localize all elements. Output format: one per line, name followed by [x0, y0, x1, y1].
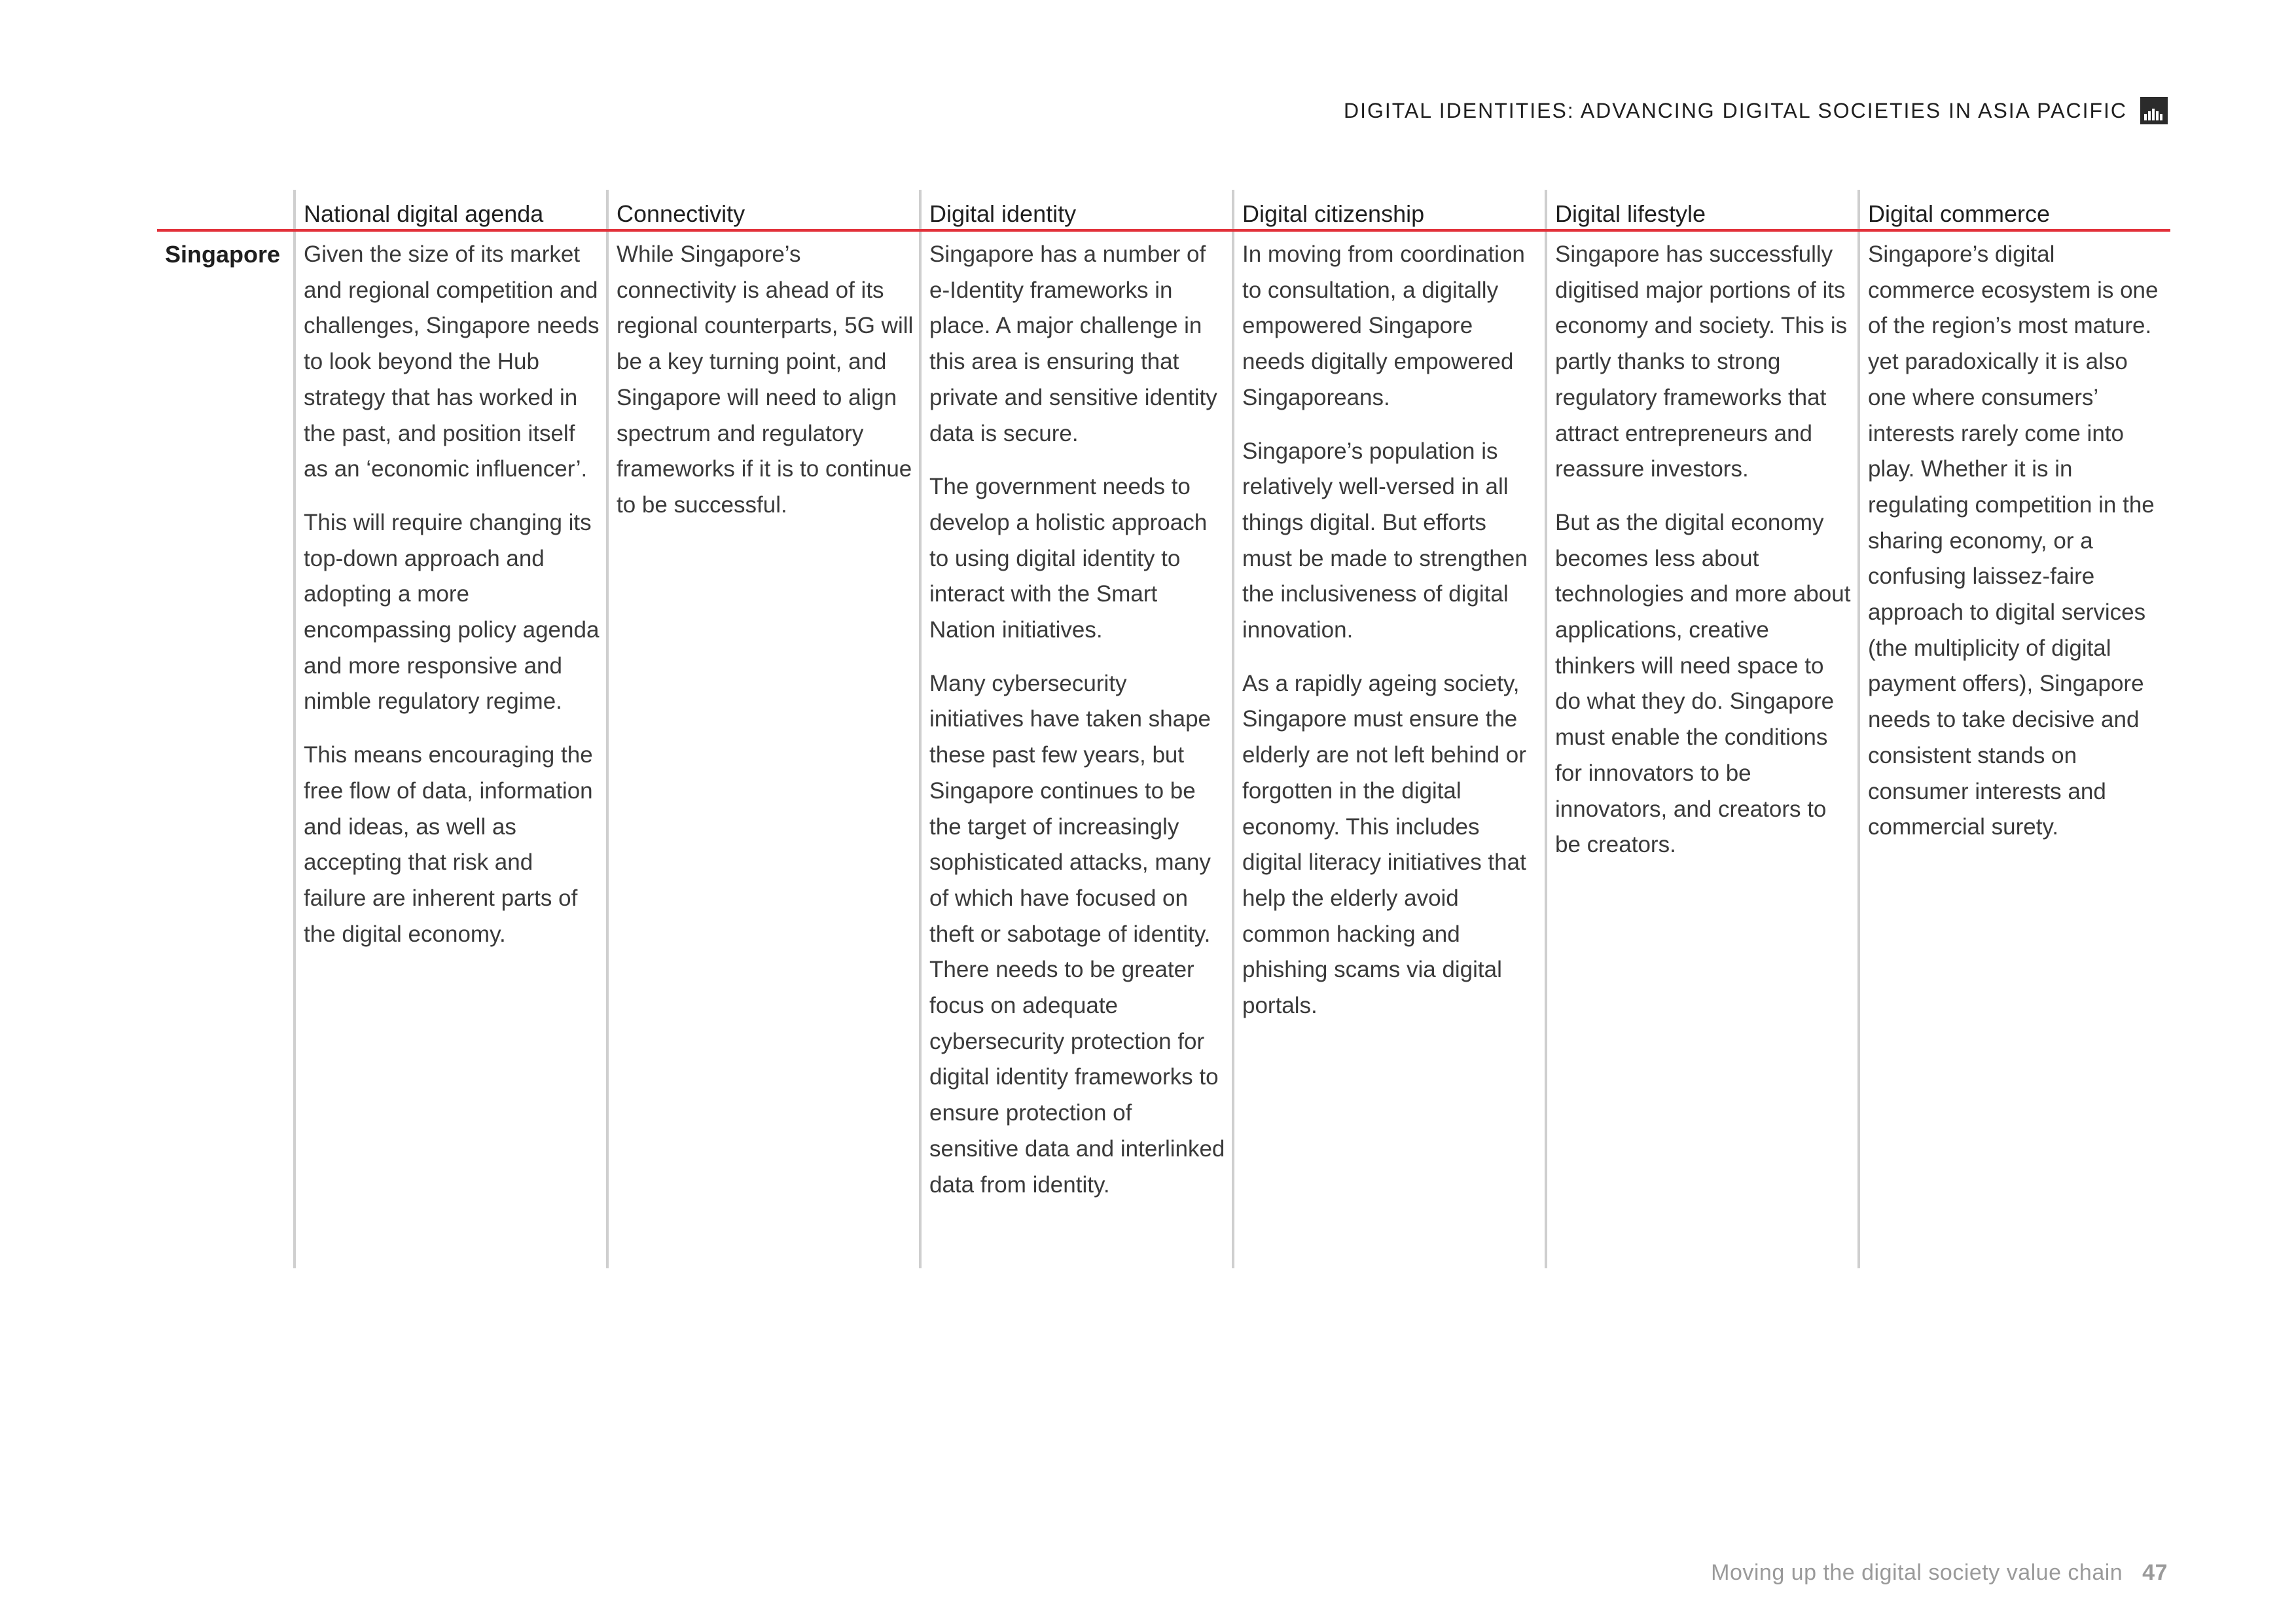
cell-paragraph: As a rapidly ageing society, Singapore must ensure the elderly are not left behind or forgotten in the digital economy. This includes digital literacy initiatives that help the elderly avoid common hacking and phishing scams via digital portals. [1242, 670, 1526, 1019]
comparison-table [157, 190, 2170, 1268]
cell-paragraph: Singapore’s digital commerce ecosystem is one of the region’s most mature. yet paradoxically it is also one where consumers’ interests rarely come into play. Whether it is in regulating competition in the sharing economy, or a confusing laissez-faire approach to digital services (the multiplicity of digital payment offers), Singapore needs to take decisive and consistent stands on consumer interests and commercial surety. [1868, 241, 2159, 840]
cell-digital-identity [919, 232, 1232, 1268]
page-number: 47 [2142, 1560, 2168, 1585]
table-header-row [157, 190, 2170, 229]
header-spacer [157, 190, 293, 229]
table-row [157, 232, 2170, 1268]
row-label: Singapore [165, 241, 281, 268]
cell-paragraph: This will require changing its top-down approach and adopting a more encompassing policy agenda and more responsive and nimble regulatory regime. [304, 509, 600, 715]
column-header-national-digital-agenda: National digital agenda [293, 190, 606, 229]
footer-section-title: Moving up the digital society value chain [1711, 1560, 2123, 1585]
cell-digital-commerce [1857, 232, 2170, 1268]
cell-connectivity [606, 232, 919, 1268]
cell-paragraph: Singapore has a number of e-Identity frameworks in place. A major challenge in this area is ensuring that private and sensitive identity data is secure. [929, 241, 1217, 446]
gsma-logo-icon [2140, 97, 2168, 124]
cell-paragraph: In moving from coordination to consultation, a digitally empowered Singapore needs digitally empowered Singaporeans. [1242, 241, 1525, 410]
cell-paragraph: Given the size of its market and regional competition and challenges, Singapore needs to look beyond the Hub strategy that has worked in the past, and position itself as an ‘economic influencer’. [304, 241, 600, 482]
column-header-connectivity: Connectivity [606, 190, 919, 229]
cell-digital-citizenship [1232, 232, 1545, 1268]
column-header-digital-lifestyle: Digital lifestyle [1545, 190, 1857, 229]
column-header-digital-identity: Digital identity [919, 190, 1232, 229]
page-footer [1711, 1560, 2168, 1586]
cell-paragraph: Singapore’s population is relatively well-versed in all things digital. But efforts must be made to strengthen the inclusiveness of digital innovation. [1242, 438, 1528, 643]
cell-digital-lifestyle [1545, 232, 1857, 1268]
column-header-digital-commerce: Digital commerce [1857, 190, 2170, 229]
column-header-digital-citizenship: Digital citizenship [1232, 190, 1545, 229]
document-title: DIGITAL IDENTITIES: ADVANCING DIGITAL SOCIETIES IN ASIA PACIFIC [1343, 98, 2127, 122]
cell-national-digital-agenda [293, 232, 606, 1268]
cell-paragraph: Many cybersecurity initiatives have taken shape these past few years, but Singapore continues to be the target of increasingly sophisticated attacks, many of which have focused on theft or sabotage of identity. There needs to be greater focus on adequate cybersecurity protection for digital identity frameworks to ensure protection of sensitive data and interlinked data from identity. [929, 670, 1225, 1198]
cell-paragraph: This means encouraging the free flow of data, information and ideas, as well as accepting that risk and failure are inherent parts of the digital economy. [304, 742, 593, 947]
cell-paragraph: The government needs to develop a holistic approach to using digital identity to interact with the Smart Nation initiatives. [929, 474, 1208, 643]
cell-paragraph: While Singapore’s connectivity is ahead of its regional counterparts, 5G will be a key turning point, and Singapore will need to align spectrum and regulatory frameworks if it is to continue to be successful. [617, 241, 914, 518]
running-header [1344, 97, 2168, 124]
cell-paragraph: But as the digital economy becomes less about technologies and more about applications, creative thinkers will need space to do what they do. Singapore must enable the conditions for innovators to be innovators, and creators to be creators. [1555, 509, 1851, 858]
cell-paragraph: Singapore has successfully digitised major portions of its economy and society. This is partly thanks to strong regulatory frameworks that attract entrepreneurs and reassure investors. [1555, 241, 1848, 482]
